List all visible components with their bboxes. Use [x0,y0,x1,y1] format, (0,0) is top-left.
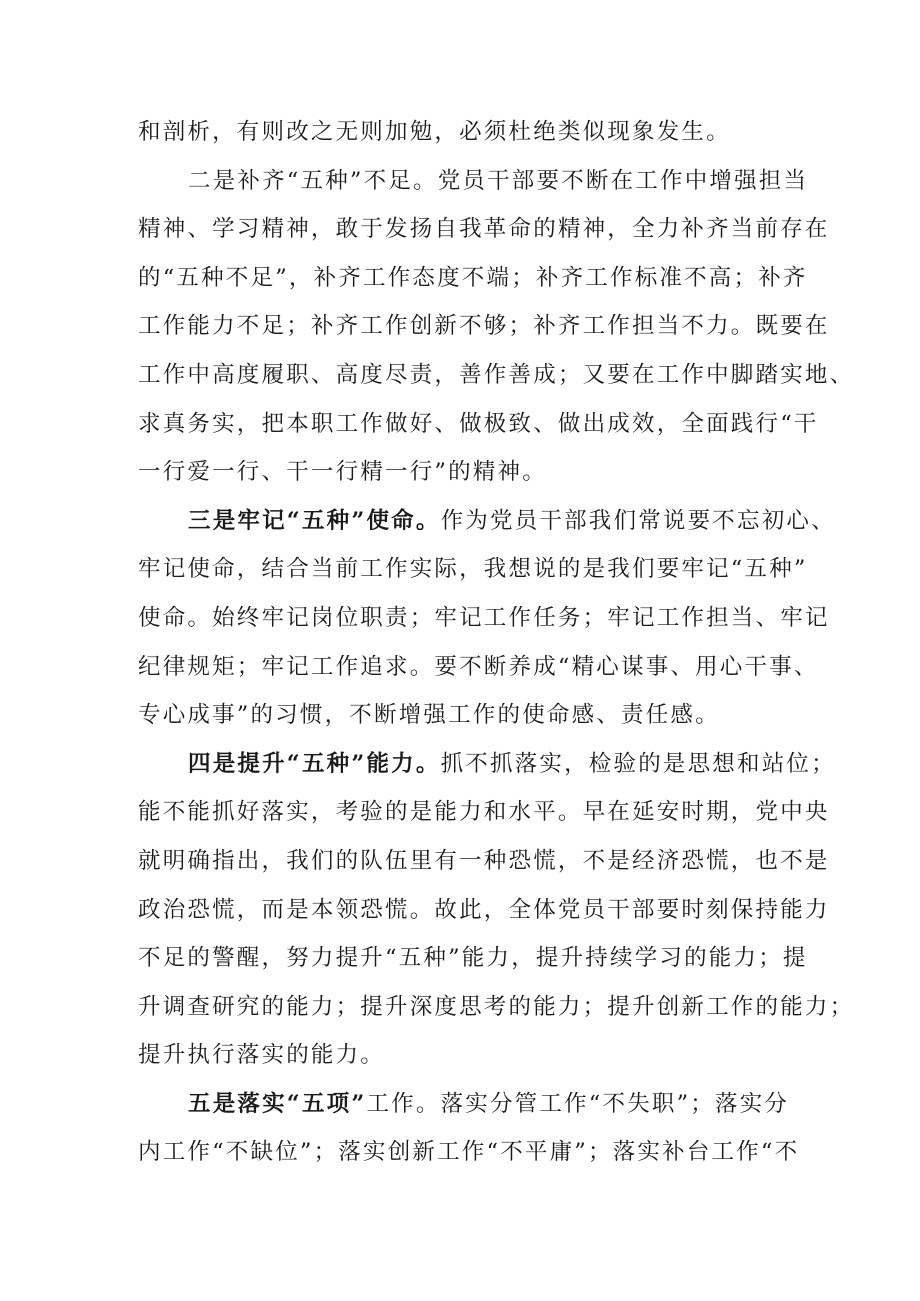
paragraph-2 [138,157,855,497]
text-line [138,1080,790,1129]
body-text [138,108,855,1177]
text-line: 不足的警醒，努力提升“五种”能力，提升持续学习的能力；提 [138,945,808,972]
text-line: 和剖析，有则改之无则加勉，必须杜绝类似现象发生。 [138,119,731,145]
paragraph-5 [138,1080,800,1177]
text-line: 求真务实，把本职工作做好、做极致、做出成效，全面践行“干 [138,410,819,437]
text-line: 就明确指出，我们的队伍里有一种恐慌，不是经济恐慌，也不是 [138,847,830,874]
text-line: 纪律规矩；牢记工作追求。要不断养成“精心谋事、用心干事、 [138,653,819,680]
text-line: 内工作“不缺位”；落实创新工作“不平庸”；落实补台工作“不 [138,1139,800,1166]
text-line: 工作中高度履职、高度尽责，善作善成；又要在工作中脚踏实地、 [138,361,855,388]
text-line: 工作能力不足；补齐工作创新不够；补齐工作担当不力。既要在 [138,313,830,340]
text-line: 二是补齐“五种”不足。党员干部要不断在工作中增强担当 [188,167,809,194]
text-run: 工作。落实分管工作“不失职”；落实分 [366,1090,790,1117]
text-line: 政治恐慌，而是本领恐慌。故此，全体党员干部要时刻保持能力 [138,896,830,923]
text-line: 精神、学习精神，敢于发扬自我革命的精神，全力补齐当前存在 [138,216,830,243]
text-line [138,740,836,789]
text-line: 使命。始终牢记岗位职责；牢记工作任务；牢记工作担当、牢记 [138,604,830,631]
paragraph-heading: 四是提升“五种”能力。 [188,750,441,777]
text-run: 作为党员干部我们常说要不忘初心、 [440,507,836,534]
text-line: 升调查研究的能力；提升深度思考的能力；提升创新工作的能力； [138,993,855,1020]
text-line: 一行爱一行、干一行精一行”的精神。 [138,459,547,486]
paragraph-heading: 五是落实“五项” [188,1090,367,1117]
text-line: 牢记使命，结合当前工作实际，我想说的是我们要牢记“五种” [138,556,808,583]
text-line: 能不能抓好落实，考验的是能力和水平。早在延安时期，党中央 [138,799,830,826]
paragraph-heading: 三是牢记“五种”使命。 [188,507,441,534]
text-line: 提升执行落实的能力。 [138,1042,386,1069]
paragraph-3 [138,497,836,740]
paragraph-4 [138,740,855,1080]
paragraph-1 [138,108,790,157]
text-line: 的“五种不足”，补齐工作态度不端；补齐工作标准不高；补齐 [138,264,808,291]
text-run: 抓不抓落实，检验的是思想和站位； [440,750,836,777]
text-line: 专心成事”的习惯，不断增强工作的使命感、责任感。 [138,702,720,729]
text-line [138,497,836,546]
